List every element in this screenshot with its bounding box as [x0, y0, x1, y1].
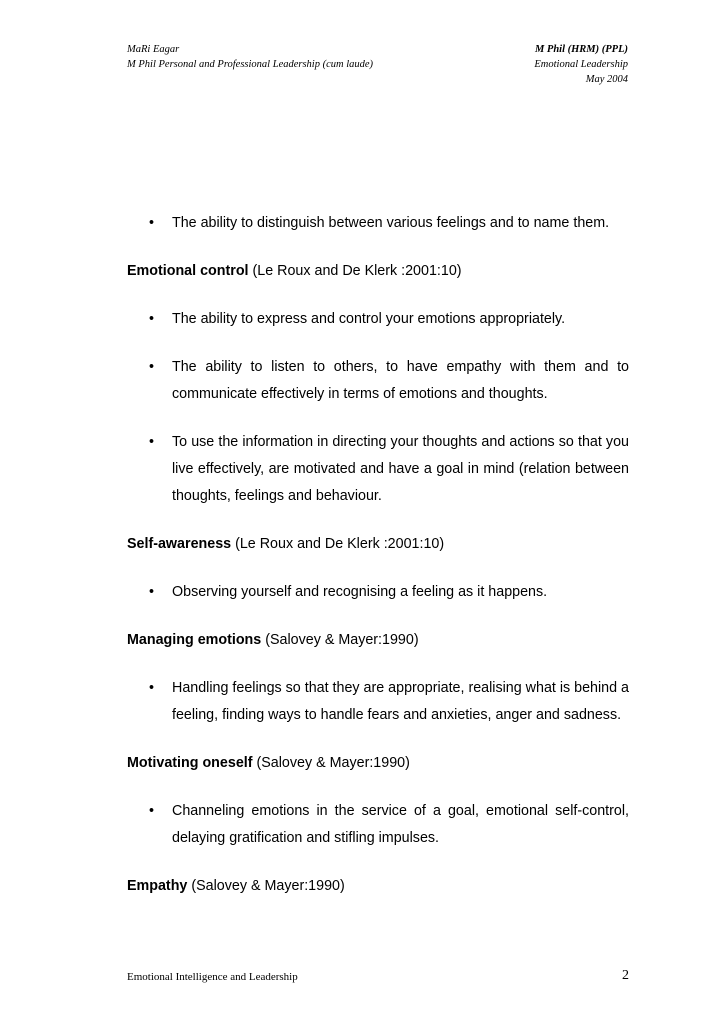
list-item-text: Handling feelings so that they are appropriate, realising what is behind a feeling, finding ways to handle fears and anxieties, anger and sadness. — [172, 680, 629, 723]
bullet-icon: • — [149, 584, 155, 600]
section-citation: (Salovey & Mayer:1990) — [256, 755, 410, 771]
author-name: MaRi Eagar — [127, 44, 180, 55]
list-item-text: To use the information in directing your thoughts and actions so that you live effectively, are motivated and have a goal in mind (relation between thoughts, feelings and behaviour. — [172, 434, 629, 504]
bullet-icon: • — [149, 803, 155, 819]
list-item-text: The ability to express and control your emotions appropriately. — [172, 311, 566, 327]
section-heading — [127, 627, 629, 654]
document-topic: Emotional Leadership — [534, 59, 628, 70]
section-citation: (Salovey & Mayer:1990) — [265, 632, 419, 648]
page-number: 2 — [622, 968, 629, 983]
section-heading — [127, 531, 629, 558]
list-item — [127, 354, 629, 408]
degree-code: M Phil (HRM) (PPL) — [534, 44, 628, 55]
section-heading — [127, 750, 629, 777]
list-item — [127, 798, 629, 852]
list-item — [127, 579, 629, 606]
section-citation: (Le Roux and De Klerk :2001:10) — [235, 536, 445, 552]
page-footer — [127, 968, 629, 983]
header-right — [534, 42, 628, 87]
list-item — [127, 429, 629, 510]
section-title: Motivating oneself — [127, 755, 253, 771]
page-body — [127, 210, 629, 900]
list-item-text: The ability to distinguish between various feelings and to name them. — [172, 215, 610, 231]
list-item — [127, 210, 629, 237]
header-left — [127, 42, 373, 72]
section-title: Emotional control — [127, 263, 249, 279]
bullet-icon: • — [149, 359, 155, 375]
section-title: Managing emotions — [127, 632, 262, 648]
bullet-icon: • — [149, 434, 155, 450]
list-item-text: Observing yourself and recognising a feeling as it happens. — [172, 584, 548, 600]
bullet-icon: • — [149, 680, 155, 696]
list-item — [127, 675, 629, 729]
section-title: Empathy — [127, 878, 188, 894]
section-title: Self-awareness — [127, 536, 232, 552]
author-degree: M Phil Personal and Professional Leadership (cum laude) — [127, 59, 374, 70]
list-item — [127, 306, 629, 333]
bullet-icon: • — [149, 311, 155, 327]
list-item-text: The ability to listen to others, to have empathy with them and to communicate effectively in terms of emotions and thoughts. — [172, 359, 629, 402]
bullet-icon: • — [149, 215, 155, 231]
document-date: May 2004 — [585, 74, 628, 85]
section-citation: (Le Roux and De Klerk :2001:10) — [252, 263, 462, 279]
section-citation: (Salovey & Mayer:1990) — [191, 878, 345, 894]
footer-title: Emotional Intelligence and Leadership — [127, 971, 298, 983]
section-heading — [127, 258, 629, 285]
list-item-text: Channeling emotions in the service of a goal, emotional self-control, delaying gratification and stifling impulses. — [172, 803, 629, 846]
section-heading — [127, 873, 629, 900]
